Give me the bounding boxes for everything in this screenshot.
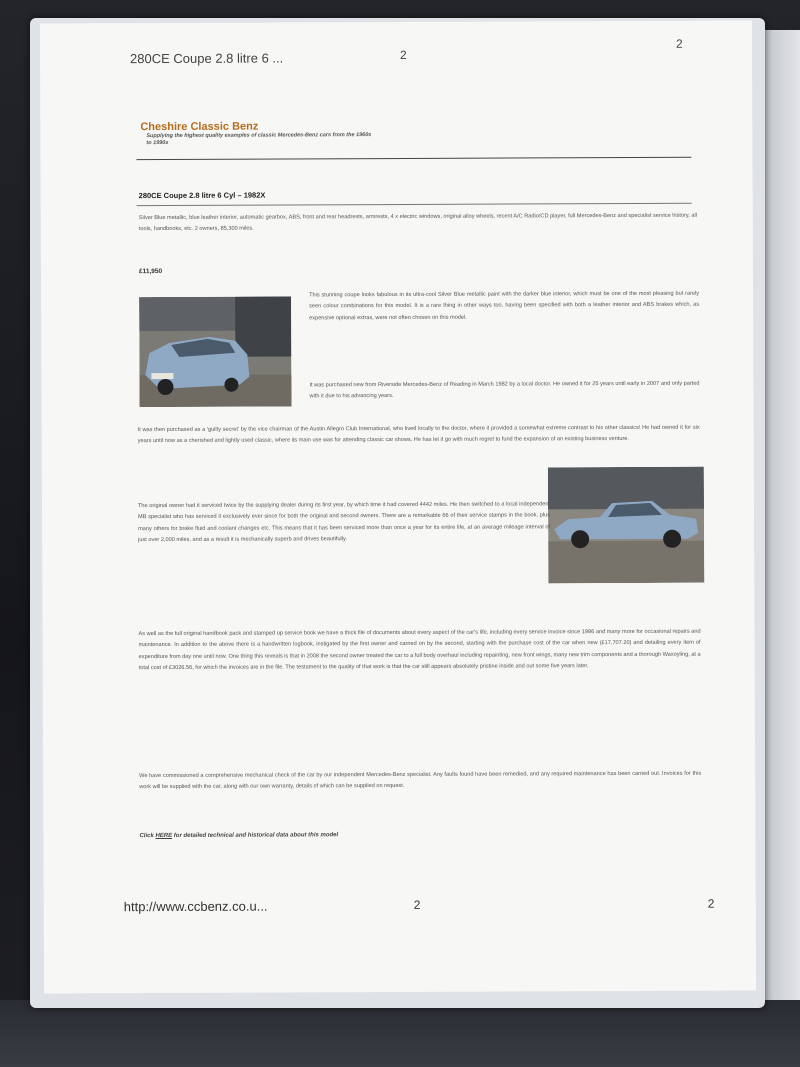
- car-photo-front-icon: [139, 296, 291, 407]
- listing-price: £11,950: [138, 268, 163, 276]
- footer-url: http://www.ccbenz.co.u...: [123, 898, 268, 915]
- listing-title: 280CE Coupe 2.8 litre 6 Cyl – 1982X: [138, 190, 266, 201]
- footer-page-number-right: 2: [707, 896, 715, 911]
- technical-data-link[interactable]: [139, 832, 338, 839]
- link-here[interactable]: HERE: [155, 832, 173, 840]
- brand-tagline: Supplying the highest quality examples of classic Mercedes-Benz cars from the 1960s to 1990s: [146, 132, 372, 147]
- car-photo-side: [548, 467, 705, 584]
- header-page-number-right: 2: [675, 36, 683, 51]
- paragraph-servicing: The original owner had it serviced twice by the supplying dealer during its first year, by which time it had covered 4442 miles. He then switched to a local independent MB specialist who has serviced it exclusively ever since for both the original and second owners. There are a remarkable 66 of their service stamps in the book, plus many others for brake fluid and coolant changes etc. This means that it has been serviced more than once a year for its entire life, at an average mileage interval of just over 2,000 miles, and as a result it is mechanically superb and drives beautifully.: [137, 501, 551, 544]
- header-doc-title: 280CE Coupe 2.8 litre 6 ...: [130, 50, 284, 67]
- paragraph-documents: As well as the full original handbook pack and stamped up service book we have a thick file of documents about every aspect of the car's life, including every service invoice since 1986 and many more for occasional repairs and maintenance. In addition to the above there is a handwritten logbook, instigated by the first owner and carried on by the second, starting with the purchase cost of the car when new (£17,707.20) and detailing every item of expenditure from day one until now. One thing this reveals is that in 2008 the second owner treated the car to a full body overhaul including repainting, new front wings, many new trim components and a thorough Waxoyling, at a total cost of £3026.56, for which the invoices are in the file. The testament to the quality of that work is that the car still appears absolutely pristine inside and out some five years later.: [138, 628, 701, 672]
- listing-summary: Silver Blue metallic, blue leather interior, automatic gearbox, ABS, front and rear headrests, armrests, 4 x electric windows, original alloy wheels, recent A/C Radio/CD player, full Mercedes-Benz and specialist service history, all tools, handbooks, etc. 2 owners, 85,300 miles.: [138, 212, 698, 233]
- paragraph-intro: This stunning coupe looks fabulous in its ultra-cool Silver Blue metallic paint with the darker blue interior, which must be one of the most pleasing but rarely seen colour combinations for this model. It is a rare thing in other ways too, having been specified with both a leather interior and ABS brakes which, as expensive optional extras, were not often chosen on this model.: [309, 290, 700, 321]
- paragraph-history-a: It was purchased new from Riverside Mercedes-Benz of Reading in March 1982 by a local doctor. He owned it for 25 years until early in 2007 and only parted with it due to his advancing years.: [309, 380, 700, 400]
- car-photo-front: [139, 296, 291, 407]
- brand-block: [140, 120, 376, 147]
- brand-name: Cheshire Classic Benz: [140, 120, 259, 134]
- footer-page-number: 2: [413, 897, 421, 912]
- link-prefix: Click: [139, 833, 154, 840]
- paragraph-inspection: We have commissioned a comprehensive mechanical check of the car by our independent Mercedes-Benz specialist. Any faults found have been remedied, and any required maintenance has been carried out. Invoices for this work will be supplied with the car, along with our own warranty, details of which can be supplied on request.: [139, 770, 702, 791]
- title-divider: [137, 203, 692, 206]
- car-photo-side-icon: [548, 467, 705, 584]
- header-page-number: 2: [399, 47, 407, 62]
- printed-page: [40, 20, 756, 993]
- header-divider: [136, 157, 691, 160]
- paragraph-history-b: It was then purchased as a 'guilty secret' by the vice chairman of the Austin Allegro Club International, who lived locally to the doctor, where it provided a somewhat extreme contrast to his other classics! He had owned it for six years until now as a cherished and lightly used classic, where its main use was for attending classic car shows. He has let it go with much regret to fund the expansion of an existing business venture.: [137, 424, 700, 445]
- link-suffix: for detailed technical and historical data about this model: [173, 832, 339, 839]
- binder-edge: [0, 1000, 800, 1067]
